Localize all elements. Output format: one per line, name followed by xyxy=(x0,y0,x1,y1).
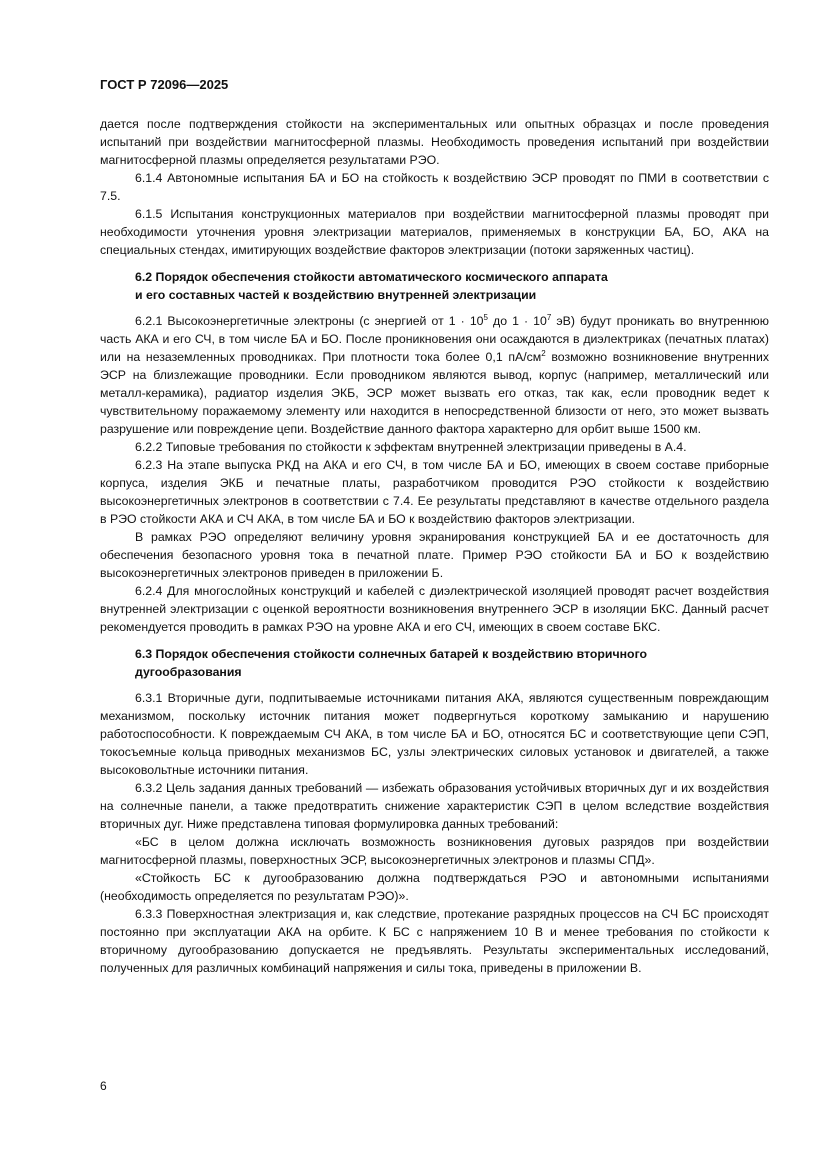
p621-exponent-1: 5 xyxy=(483,313,488,322)
p621-exponent-3: 2 xyxy=(541,349,546,358)
paragraph-6-1-4: 6.1.4 Автономные испытания БА и БО на стойкость к воздействию ЭСР проводят по ПМИ в соответствии с 7.5. xyxy=(100,171,769,203)
page-number: 6 xyxy=(100,1079,107,1093)
paragraph-6-3-1: 6.3.1 Вторичные дуги, подпитываемые источниками питания АКА, являются существенным повреждающим механизмом, поскольку источник питания может подвергнуться короткому замыканию и нарушению работоспособности. К повреждаемым СЧ АКА, в том числе БА и БО, относятся БС и соответствующие цепи СЭП, токосъемные кольца приводных механизмов БС, узлы электрических силовых установок и двигателей, а также высоковольтные источники питания. xyxy=(100,691,769,777)
section-heading-6-2 xyxy=(100,268,769,304)
section-heading-6-3-line1: 6.3 Порядок обеспечения стойкости солнечных батарей к воздействию вторичного xyxy=(135,647,648,661)
paragraph-6-2-3-continued: В рамках РЭО определяют величину уровня экранирования конструкцией БА и ее достаточность для обеспечения безопасного уровня тока в печатной плате. Пример РЭО стойкости БА и БО к воздействию высокоэнергетичных электронов приведен в приложении Б. xyxy=(100,530,769,580)
p621-part-b: до 1 · 10 xyxy=(487,314,547,328)
section-heading-6-3 xyxy=(100,645,769,681)
page-body xyxy=(100,115,769,977)
quote-requirement-1: «БС в целом должна исключать возможность возникновения дуговых разрядов при воздействии магнитосферной плазмы, поверхностных ЭСР, высокоэнергетичных электронов и плазмы СПД». xyxy=(100,835,769,867)
quote-requirement-2: «Стойкость БС к дугообразованию должна подтверждаться РЭО и автономными испытаниями (необходимость определяется по результатам РЭО)». xyxy=(100,871,769,903)
section-heading-6-2-line1: 6.2 Порядок обеспечения стойкости автоматического космического аппарата xyxy=(135,270,608,284)
section-heading-6-2-line2: и его составных частей к воздействию внутренней электризации xyxy=(135,288,537,302)
section-heading-6-3-line2: дугообразования xyxy=(135,665,242,679)
p621-part-d: возможно возникновение внутренних ЭСР на близлежащие проводники. Если проводником являются вывод, корпус (например, металлический или металл-керамика), радиатор изделия ЭКБ, ЭСР может вызвать его отказ, так как, если проводник ведет к чувствительному поражаемому элементу или находится в непосредственной близости от него, это может вызвать разрушение или повреждение цепи. Воздействие данного фактора характерно для орбит выше 1500 км. xyxy=(100,350,769,436)
paragraph-6-3-3: 6.3.3 Поверхностная электризация и, как следствие, протекание разрядных процессов на СЧ БС происходят постоянно при эксплуатации АКА на орбите. К БС с напряжением 10 В и менее требования по стойкости к вторичному дугообразованию допускается не предъявлять. Результаты экспериментальных исследований, полученных для различных комбинаций напряжения и силы тока, приведены в приложении В. xyxy=(100,907,769,975)
paragraph-6-1-5: 6.1.5 Испытания конструкционных материалов при воздействии магнитосферной плазмы проводят при необходимости уточнения уровня электризации материалов, применяемых в конструкции БА, БО, АКА на специальных стендах, имитирующих воздействие факторов электризации (потоки заряженных частиц). xyxy=(100,207,769,257)
paragraph-6-2-1 xyxy=(100,312,769,438)
paragraph-6-3-2: 6.3.2 Цель задания данных требований — избежать образования устойчивых вторичных дуг и их воздействия на солнечные панели, а также предотвратить снижение характеристик СЭП в целом вследствие воздействия вторичных дуг. Ниже представлена типовая формулировка данных требований: xyxy=(100,781,769,831)
p621-part-a: 6.2.1 Высокоэнергетичные электроны (с энергией от 1 · 10 xyxy=(135,314,484,328)
paragraph-6-2-2: 6.2.2 Типовые требования по стойкости к эффектам внутренней электризации приведены в А.4. xyxy=(135,440,687,454)
paragraph-6-2-4: 6.2.4 Для многослойных конструкций и кабелей с диэлектрической изоляцией проводят расчет воздействия внутренней электризации с оценкой вероятности возникновения внутреннего ЭСР в изоляции БКС. Данный расчет рекомендуется проводить в рамках РЭО на уровне АКА и его СЧ, имеющих в своем составе БКС. xyxy=(100,584,769,634)
paragraph-6-2-3: 6.2.3 На этапе выпуска РКД на АКА и его СЧ, в том числе БА и БО, имеющих в своем составе приборные корпуса, изделия ЭКБ и печатные платы, разработчиком проводится РЭО стойкости к воздействию высокоэнергетичных электронов в соответствии с 7.4. Ее результаты представляют в качестве отдельного раздела в РЭО стойкости АКА и СЧ АКА, в том числе БА и БО к воздействию факторов электризации. xyxy=(100,458,769,526)
document-header: ГОСТ Р 72096—2025 xyxy=(100,77,229,92)
p621-exponent-2: 7 xyxy=(546,313,552,322)
p621-part-c: эВ) будут проникать во внутреннюю часть АКА и его СЧ, в том числе БА и БО. После проникновения они осаждаются в диэлектриках (печатных платах) или на незаземленных проводниках. При плотности тока более 0,1 пА/см xyxy=(100,314,770,364)
paragraph-continuation: дается после подтверждения стойкости на экспериментальных или опытных образцах и после проведения испытаний при воздействии магнитосферной плазмы. Необходимость проведения испытаний при воздействии магнитосферной плазмы определяется результатами РЭО. xyxy=(100,117,769,167)
